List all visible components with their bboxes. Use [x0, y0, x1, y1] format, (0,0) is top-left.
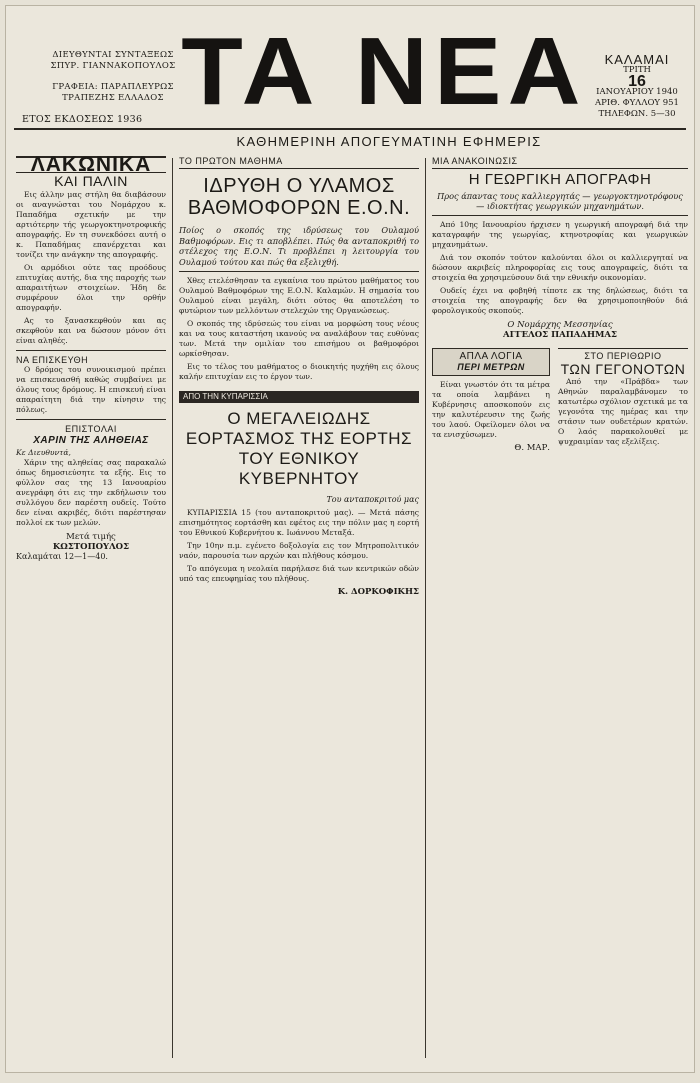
- periodo-heading: ΤΩΝ ΓΕΓΟΝΟΤΩΝ: [560, 361, 686, 377]
- letters-heading: ΧΑΡΙΝ ΤΗΣ ΑΛΗΘΕΙΑΣ: [33, 435, 149, 446]
- newspaper-subtitle: ΚΑΘΗΜΕΡΙΝΗ ΑΠΟΓΕΥΜΑΤΙΝΗ ΕΦΗΜΕΡΙΣ: [236, 134, 542, 149]
- kyparissia-byline: Του ανταποκριτού μας: [326, 495, 419, 504]
- month-year: ΙΑΝΟΥΑΡΙΟΥ 1940: [596, 87, 678, 97]
- letters-sign-name: ΚΩΣΤΟΠΟΥΛΟΣ: [52, 542, 130, 552]
- masthead-rule: [14, 128, 686, 130]
- apografi-headline: Η ΓΕΩΡΓΙΚΗ ΑΠΟΓΡΑΦΗ: [468, 171, 652, 188]
- apografi-lower: [432, 348, 688, 453]
- column-rule: [172, 158, 173, 1058]
- letters-paragraph: Χάριν της αληθείας σας παρακαλώ όπως δημοσιεύσητε τα εξής. Εις το φύλλον σας της 13 Ιανουαρίου ανεγράφη ότι εις την εκδήλωσιν του συλλόγου δεν παρέστη ουδείς. Τούτο δεν είναι ακριβές, διότι παρέστησαν πολλοί εκ των μελών.: [16, 458, 166, 527]
- letters-date: Καλαμάται 12—1—40.: [16, 552, 108, 561]
- apla-logia-sign: Θ. ΜΑΡ.: [514, 443, 550, 453]
- masthead-right-info: [592, 54, 682, 120]
- kyparissia-label: ΑΠΟ ΤΗΝ ΚΥΠΑΡΙΣΣΙΑ: [179, 391, 419, 403]
- divider: [432, 215, 688, 216]
- oulamos-kicker: ΤΟ ΠΡΩΤΟΝ ΜΑΘΗΜΑ: [179, 156, 419, 169]
- lakonika-heading: ΛΑΚΩΝΙΚΑ: [16, 156, 166, 173]
- apla-logia-subtitle: ΠΕΡΙ ΜΕΤΡΩΝ: [457, 362, 525, 372]
- column-lakonika: [16, 153, 166, 562]
- day-number: 16: [628, 73, 646, 90]
- column-rule: [425, 158, 426, 1058]
- apografi-sign-name: ΑΓΓΕΛΟΣ ΠΑΠΑΔΗΜΑΣ: [503, 330, 617, 340]
- directors-name: ΣΠΥΡ. ΓΙΑΝΝΑΚΟΠΟΥΛΟΣ: [50, 61, 176, 71]
- newspaper-title: ΤΑ ΝΕΑ: [181, 18, 587, 125]
- oulamos-lead: Ποίος ο σκοπός της ιδρύσεως του Ουλαμού Βαθμοφόρων. Εις τι αποβλέπει. Πώς θα ανταποκριθή το στέλεχος της Ε.Ο.Ν. Τι προβλέπει η λειτουργία του Ουλαμού τούτου και πώς θα εξελιχθή.: [179, 225, 419, 267]
- column-oulamos: [179, 156, 419, 597]
- directors-label: ΔΙΕΥΘΥΝΤΑΙ ΣΥΝΤΑΞΕΩΣ: [52, 50, 174, 60]
- apografi-sign-title: Ο Νομάρχης Μεσσηνίας: [507, 320, 613, 330]
- apografi-paragraph: Από 10ης Ιανουαρίου ήρχισεν η γεωργική απογραφή διά την καταγραφήν της γεωργίας, κτηνοτροφίας και γεωργικών μηχανημάτων.: [432, 220, 688, 249]
- apografi-kicker: ΜΙΑ ΑΝΑΚΟΙΝΩΣΙΣ: [432, 156, 688, 169]
- apla-logia-box: [432, 348, 550, 453]
- column-apografi: [432, 156, 688, 453]
- masthead: [14, 14, 686, 160]
- periodo-box: [558, 348, 688, 453]
- offices-address: ΤΡΑΠΕΖΗΣ ΕΛΛΑΔΟΣ: [62, 93, 164, 103]
- kyparissia-headline: Ο ΜΕΓΑΛΕΙΩΔΗΣ ΕΟΡΤΑΣΜΟΣ ΤΗΣ ΕΟΡΤΗΣ ΤΟΥ ΕΘΝΙΚΟΥ ΚΥΒΕΡΝΗΤΟΥ: [185, 409, 413, 488]
- kyparissia-paragraph: Το απόγευμα η νεολαία παρήλασε διά των κεντρικών οδών υπό τας επευφημίας του πλήθους.: [179, 564, 419, 583]
- apla-logia-title: ΑΠΛΑ ΛΟΓΙΑ: [459, 351, 523, 362]
- oulamos-headline: ΙΔΡΥΘΗ Ο ΥΛΑΜΟΣ ΒΑΘΜΟΦΟΡΩΝ Ε.Ο.Ν.: [187, 175, 411, 219]
- kyparissia-paragraph: Την 10ην π.μ. εγένετο δοξολογία εις τον Μητροπολιτικόν ναόν, παρουσία των αρχών και πλήθους κόσμου.: [179, 541, 419, 560]
- lakonika-paragraph: Ας το ξανασκεφθούν και ας σκεφθούν και να δώσουν μόνον ότι είναι αληθές.: [16, 316, 166, 345]
- phone-number: ΤΗΛΕΦΩΝ. 5—30: [598, 109, 676, 119]
- letters-label: ΕΠΙΣΤΟΛΑΙ: [65, 424, 117, 434]
- kyparissia-paragraph: ΚΥΠΑΡΙΣΣΙΑ 15 (του ανταποκριτού μας). — Μετά πάσης επισημότητος εορτάσθη και εφέτος εις την πόλιν μας η εορτή του Εθνικού Κυβερνήτου κ. Ιωάννου Μεταξά.: [179, 508, 419, 537]
- periodo-paragraph: Από την «Πράβδα» των Αθηνών παραλαμβάνομεν το κατωτέρω σχόλιον σχετικά με τα γεγονότα της ημέρας και την στάσιν των ουδετέρων κρατών. Ο λαός παρακολουθεί με ψυχραιμίαν τας εξελίξεις.: [558, 377, 688, 446]
- masthead-left-info: [22, 50, 178, 125]
- apografi-lead: Προς άπαντας τους καλλιεργητάς — γεωργοκτηνοτρόφους — ιδιοκτήτας γεωργικών μηχανημάτων.: [437, 191, 683, 211]
- divider: [16, 350, 166, 351]
- lakonika-subheading: ΚΑΙ ΠΑΛΙΝ: [54, 173, 128, 189]
- newspaper-page: [5, 5, 695, 1073]
- divider: [179, 271, 419, 272]
- city-name: ΚΑΛΑΜΑΙ: [604, 52, 670, 67]
- divider: [16, 419, 166, 420]
- edition-year: ΕΤΟΣ ΕΚΔΟΣΕΩΣ 1936: [22, 114, 143, 125]
- lakonika-paragraph: Εις άλλην μας στήλη θα διαβάσουν οι αναγνώσται του Νομάρχου κ. Παπαδήμα σχετικήν με την αρτιότερην τής γεωργοκτηνοτροφικής απογραφής. Εν τη συνεκδόσει αυτή ο κ. Παπαδήμας επανέρχεται και τονίζει την ανάγκην της απογραφής.: [16, 190, 166, 259]
- news-paragraph: Ο δρόμος του συνοικισμού πρέπει να επισκευασθή καθώς συμβαίνει με όλους τους δρόμους. Η επισκευή είναι απαραίτητη διά την κίνησιν της πόλεως.: [16, 365, 166, 414]
- apla-logia-header: [432, 348, 550, 376]
- oulamos-paragraph: Εις το τέλος του μαθήματος ο διοικητής ηυχήθη εις όλους καλήν επιτυχίαν εις το έργον των.: [179, 362, 419, 381]
- offices-label: ΓΡΑΦΕΙΑ: ΠΑΡΑΠΛΕΥΡΩΣ: [52, 82, 174, 92]
- kyparissia-sign: Κ. ΔΟΡΚΟΦΙΚΗΣ: [337, 587, 419, 597]
- letters-salutation: Κε Διευθυντά,: [16, 448, 71, 457]
- letters-sign-label: Μετά τιμής: [66, 532, 116, 542]
- periodo-label: ΣΤΟ ΠΕΡΙΘΩΡΙΟ: [558, 348, 688, 361]
- oulamos-paragraph: Χθες ετελέσθησαν τα εγκαίνια του πρώτου μαθήματος του Ουλαμού Βαθμοφόρων της Ε.Ο.Ν. Καλαμών. Η σημασία του Ουλαμού είναι μεγάλη, διότι ούτος θα αποτελέση το φυτώριον των μελλόντων στελεχών της Οργανώσεως.: [179, 276, 419, 315]
- lakonika-paragraph: Οι αρμόδιοι ούτε τας προόδους επιτυχίας αυτής, δια της παροχής των απαραιτήτων στοιχείων. Ήδη δε συμφέρουν όλοι την ορθήν απογραφήν.: [16, 263, 166, 312]
- weekday: ΤΡΙΤΗ: [623, 65, 651, 75]
- issue-number: ΑΡΙΘ. ΦΥΛΛΟΥ 951: [595, 98, 679, 108]
- oulamos-paragraph: Ο σκοπός της ιδρύσεώς του είναι να μορφώση τους νέους και να τους καταστήση ικανούς να αναλάβουν τας ευθύνας των. Μετά την ομιλίαν του επισήμου οι βαθμοφόροι ωρκίσθησαν.: [179, 319, 419, 358]
- apografi-paragraph: Διά τον σκοπόν τούτον καλούνται όλοι οι καλλιεργηταί να δώσουν ακριβείς πληροφορίας εις τους απογραφείς, διότι τα στοιχεία θα χρησιμεύσουν διά την εθνικήν οικονομίαν.: [432, 253, 688, 282]
- apografi-paragraph: Ουδείς έχει να φοβηθή τίποτε εκ της δηλώσεως, διότι τα στοιχεία της απογραφής δεν θα χρησιμοποιηθούν διά φορολογικούς σκοπούς.: [432, 286, 688, 315]
- news-label: ΝΑ ΕΠΙΣΚΕΥΘΗ: [16, 355, 89, 365]
- apla-logia-paragraph: Είναι γνωστόν ότι τα μέτρα τα οποία λαμβάνει η Κυβέρνησις αποσκοπούν εις την καλυτέρευσιν της ζωής του λαού. Οφείλομεν όλοι να τα ενισχύσωμεν.: [432, 380, 550, 439]
